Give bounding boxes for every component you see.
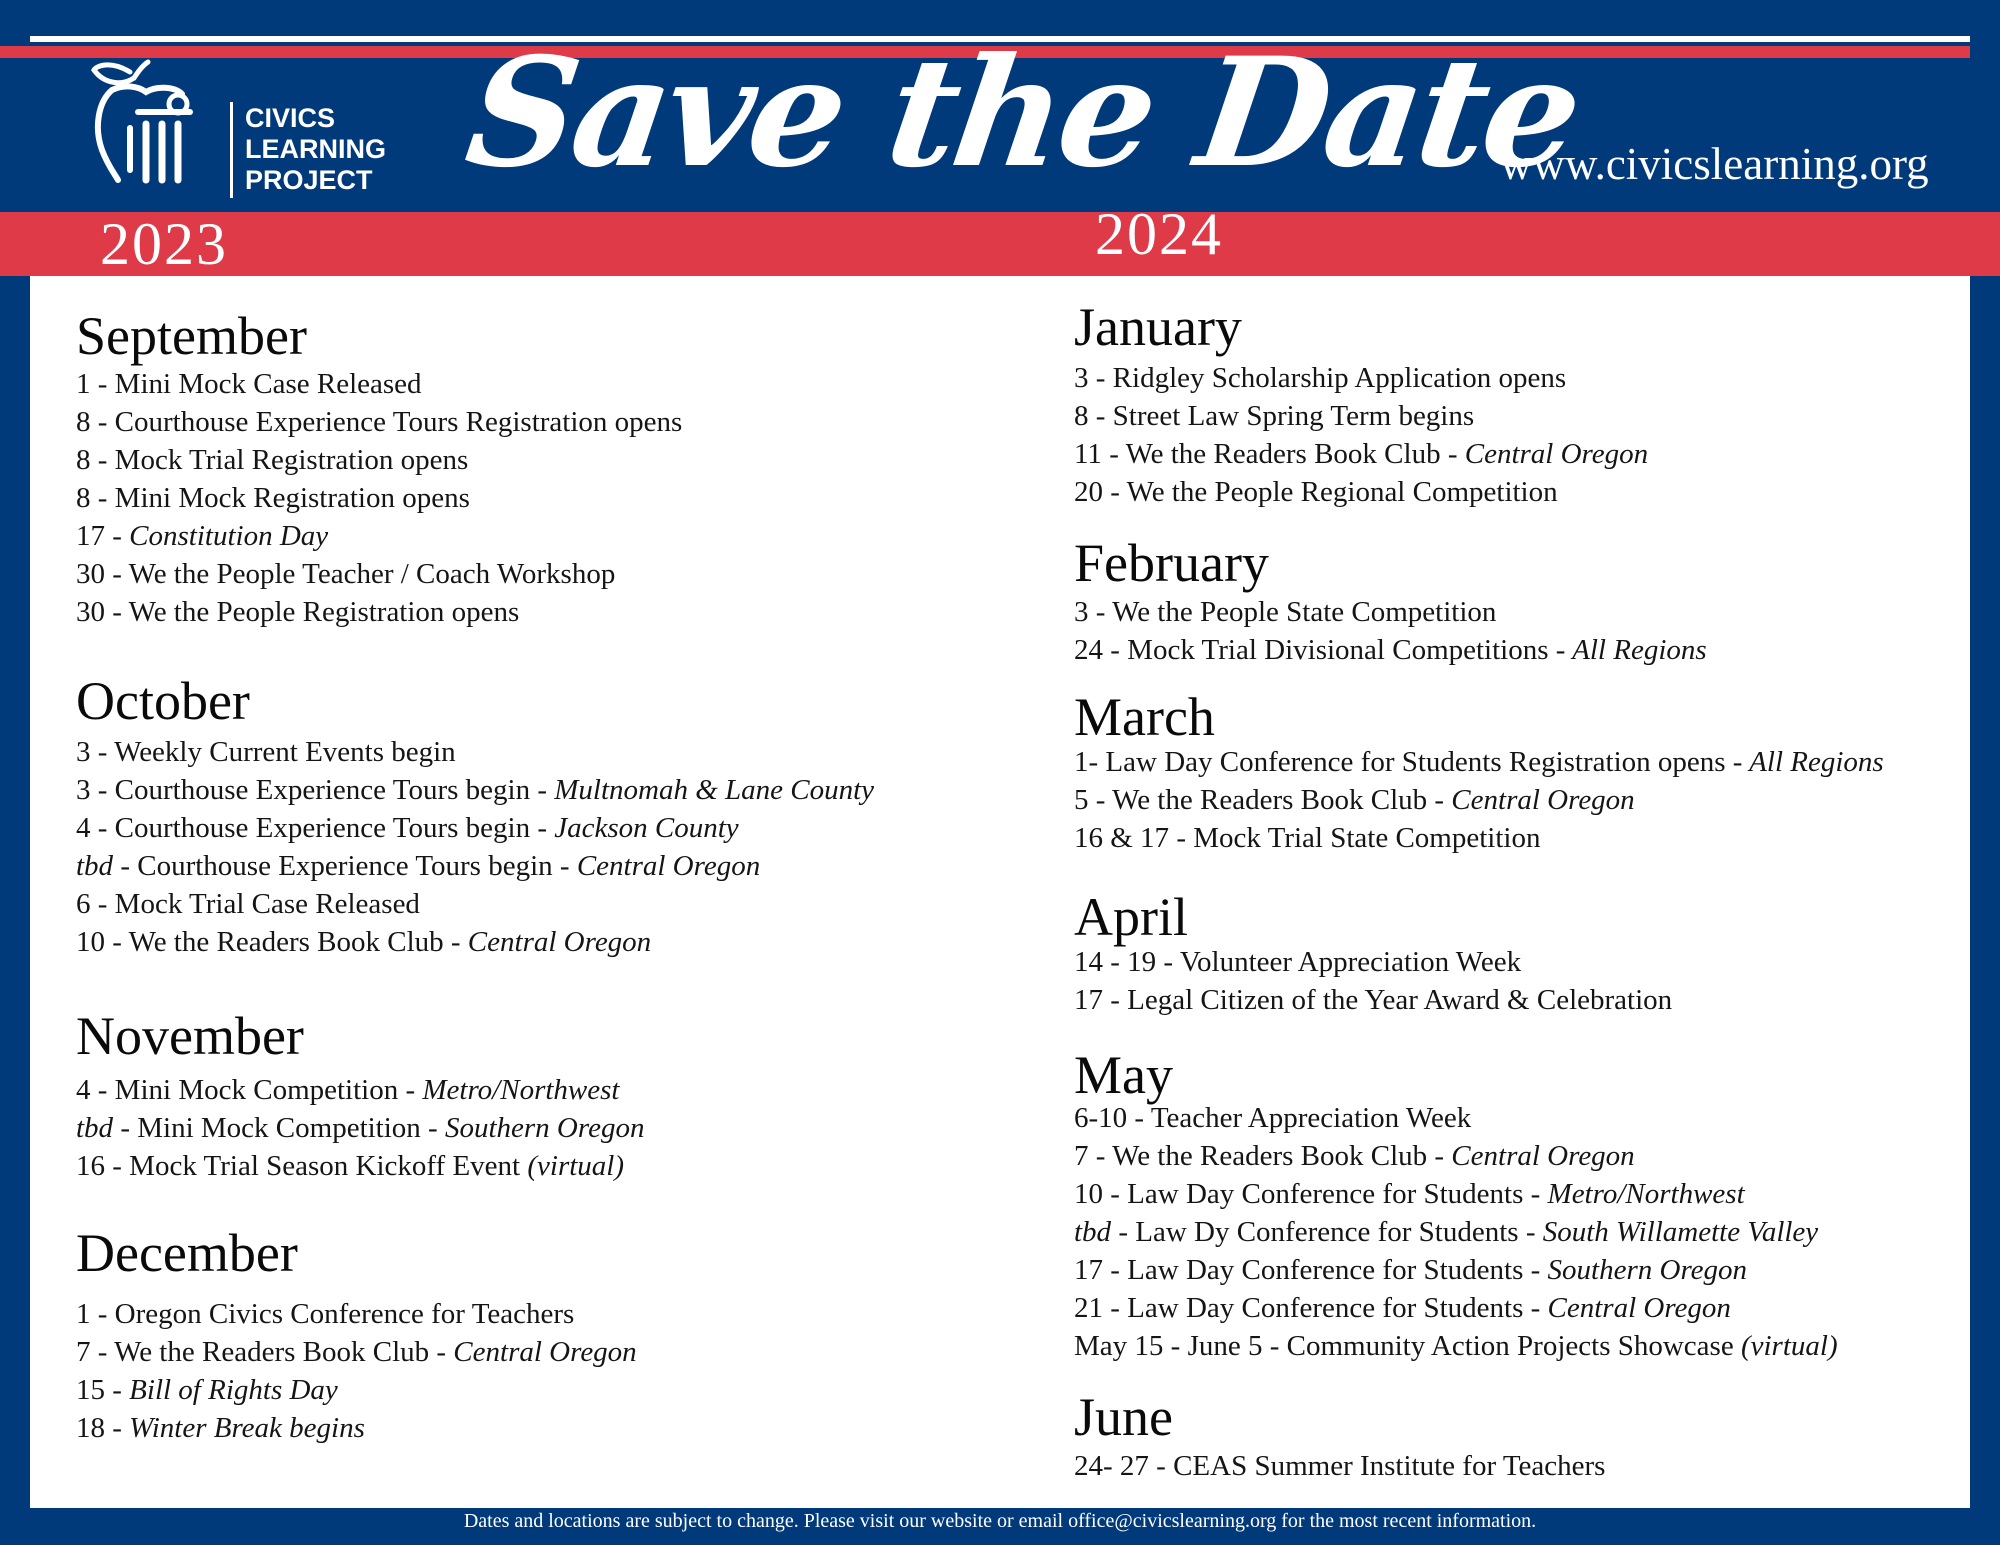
list-item: 1- Law Day Conference for Students Registration opens - All Regions <box>1074 746 1884 778</box>
list-item: 1 - Mini Mock Case Released <box>76 368 422 400</box>
list-item: 4 - Courthouse Experience Tours begin - Jackson County <box>76 812 739 844</box>
list-item: 18 - Winter Break begins <box>76 1412 365 1444</box>
list-item: May 15 - June 5 - Community Action Projects Showcase (virtual) <box>1074 1330 1838 1362</box>
month-heading: May <box>1074 1045 1173 1105</box>
website-link[interactable]: www.civicslearning.org <box>1500 139 1929 189</box>
list-item: 15 - Bill of Rights Day <box>76 1374 338 1406</box>
month-heading: December <box>76 1223 298 1283</box>
month-heading: January <box>1074 297 1242 357</box>
month-heading: April <box>1074 887 1188 947</box>
list-item: 30 - We the People Teacher / Coach Workshop <box>76 558 616 590</box>
list-item: 14 - 19 - Volunteer Appreciation Week <box>1074 946 1522 978</box>
logo-line-3: PROJECT <box>245 165 373 195</box>
month-heading: September <box>76 306 307 366</box>
list-item: 17 - Constitution Day <box>76 520 329 552</box>
list-item: 3 - Weekly Current Events begin <box>76 736 456 768</box>
list-item: 6 - Mock Trial Case Released <box>76 888 420 920</box>
logo-line-1: CIVICS <box>245 103 336 133</box>
logo-line-2: LEARNING <box>245 134 386 164</box>
list-item: 11 - We the Readers Book Club - Central Oregon <box>1074 438 1649 470</box>
logo-wordmark <box>245 103 386 196</box>
list-item: 8 - Courthouse Experience Tours Registration opens <box>76 406 683 438</box>
list-item: 10 - Law Day Conference for Students - Metro/Northwest <box>1074 1178 1745 1210</box>
month-heading: October <box>76 671 250 731</box>
list-item: 10 - We the Readers Book Club - Central Oregon <box>76 926 652 958</box>
list-item: 17 - Legal Citizen of the Year Award & Celebration <box>1074 984 1673 1016</box>
list-item: 3 - Ridgley Scholarship Application opens <box>1074 362 1567 394</box>
list-item: 17 - Law Day Conference for Students - Southern Oregon <box>1074 1254 1748 1286</box>
year-2024: 2024 <box>1095 201 1223 267</box>
list-item: tbd - Courthouse Experience Tours begin - Central Oregon <box>76 850 761 882</box>
list-item: 1 - Oregon Civics Conference for Teachers <box>76 1298 575 1330</box>
list-item: 3 - We the People State Competition <box>1074 596 1497 628</box>
month-heading: March <box>1074 687 1215 747</box>
list-item: 24 - Mock Trial Divisional Competitions - All Regions <box>1074 634 1707 666</box>
list-item: 4 - Mini Mock Competition - Metro/Northwest <box>76 1074 620 1106</box>
civics-learning-project-logo <box>90 58 390 198</box>
month-heading: June <box>1074 1387 1173 1447</box>
list-item: tbd - Mini Mock Competition - Southern Oregon <box>76 1112 645 1144</box>
month-heading: February <box>1074 533 1269 593</box>
list-item: 20 - We the People Regional Competition <box>1074 476 1558 508</box>
month-heading: November <box>76 1006 304 1066</box>
list-item: 30 - We the People Registration opens <box>76 596 520 628</box>
list-item: tbd - Law Dy Conference for Students - South Willamette Valley <box>1074 1216 1819 1248</box>
list-item: 8 - Mock Trial Registration opens <box>76 444 469 476</box>
logo-divider <box>230 102 233 198</box>
list-item: 21 - Law Day Conference for Students - Central Oregon <box>1074 1292 1731 1324</box>
list-item: 7 - We the Readers Book Club - Central Oregon <box>1074 1140 1635 1172</box>
apple-column-icon <box>90 58 240 198</box>
list-item: 3 - Courthouse Experience Tours begin - Multnomah & Lane County <box>76 774 875 806</box>
list-item: 16 & 17 - Mock Trial State Competition <box>1074 822 1541 854</box>
list-item: 16 - Mock Trial Season Kickoff Event (virtual) <box>76 1150 625 1182</box>
list-item: 7 - We the Readers Book Club - Central Oregon <box>76 1336 637 1368</box>
year-red-band <box>0 212 2000 276</box>
list-item: 24- 27 - CEAS Summer Institute for Teachers <box>1074 1450 1606 1482</box>
list-item: 5 - We the Readers Book Club - Central Oregon <box>1074 784 1635 816</box>
list-item: 8 - Mini Mock Registration opens <box>76 482 470 514</box>
disclaimer-footer: Dates and locations are subject to change. Please visit our website or email office@civicslearning.org for the most recent information. <box>463 1510 1537 1532</box>
list-item: 8 - Street Law Spring Term begins <box>1074 400 1475 432</box>
list-item: 6-10 - Teacher Appreciation Week <box>1074 1102 1472 1134</box>
title-text: Save the Date <box>457 23 1589 201</box>
page-title <box>457 0 1589 210</box>
year-2023: 2023 <box>100 211 228 277</box>
